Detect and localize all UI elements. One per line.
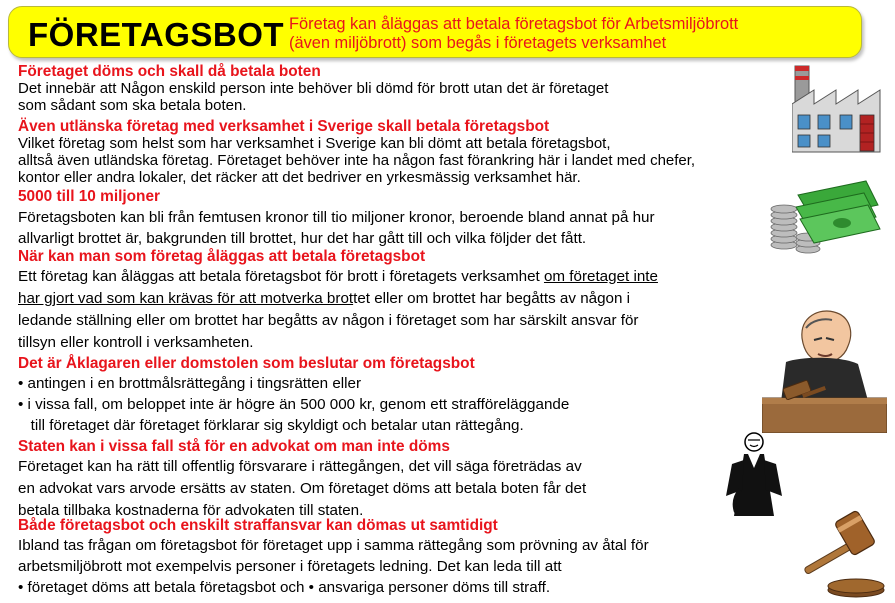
title-banner	[8, 6, 862, 58]
list-item: • företaget döms att betala företagsbot och • ansvariga personer döms till straff.	[18, 579, 551, 596]
text-line: en advokat vars arvode ersätts av staten. Om företaget döms att betala boten får det	[18, 480, 587, 497]
factory-icon	[792, 60, 882, 155]
text-line: betala tillbaka kostnaderna för advokaten till staten.	[18, 502, 364, 519]
text-line: kontor eller andra lokaler, det räcker att det bedriver en yrkesmässig verksamhet här.	[18, 169, 581, 186]
list-item: • i vissa fall, om beloppet inte är högre än 500 000 kr, genom ett strafföreläggande	[18, 396, 570, 413]
section-heading-convicted: Företaget döms och skall då betala boten	[18, 63, 321, 80]
section-heading-amount: 5000 till 10 miljoner	[18, 188, 161, 205]
text-line: arbetsmiljöbrott mot exempelvis personer i företagets ledning. Det kan leda till att	[18, 558, 562, 575]
section-body-amount	[18, 207, 655, 249]
text-line	[18, 266, 658, 288]
text-line: Företagsboten kan bli från femtusen kronor till tio miljoner kronor, beroende bland annat på hur	[18, 209, 655, 226]
section-body-state	[18, 456, 586, 522]
text-line: tillsyn eller kontroll i verksamheten.	[18, 334, 254, 351]
lawyer-icon	[718, 430, 790, 520]
section-body-both	[18, 535, 649, 598]
text-line: allvarligt brottet är, bakgrunden till brottet, hur det har gått till och vilka följder det fått.	[18, 230, 587, 247]
list-item: • antingen i en brottmålsrättegång i tingsrätten eller	[18, 375, 362, 392]
money-icon	[770, 175, 882, 257]
text-line: Ibland tas frågan om företagsbot för företaget upp i samma rättegång som prövning av åtal för	[18, 537, 649, 554]
banner-subtitle	[289, 15, 859, 53]
text-underlined: har gjort vad som kan krävas för att motverka brot	[18, 290, 354, 307]
text-plain: Ett företag kan åläggas att betala företagsbot för brott i företagets verksamhet	[18, 268, 544, 285]
section-body-foreign	[18, 135, 695, 186]
text-line: Företaget kan ha rätt till offentlig försvarare i rättegången, det vill säga företrädas av	[18, 458, 582, 475]
section-heading-when: När kan man som företag åläggas att betala företagsbot	[18, 248, 426, 265]
section-heading-both: Både företagsbot och enskilt straffansvar kan dömas ut samtidigt	[18, 517, 498, 534]
text-line: alltså även utländska företag. Företaget behöver inte ha någon fast förankring här i landet med chefer,	[18, 152, 696, 169]
list-item: till företaget där företaget förklarar sig skyldigt och betalar utan rättegång.	[18, 417, 524, 434]
section-body-when	[18, 266, 658, 354]
gavel-icon	[798, 508, 888, 598]
text-line: som sådant som ska betala boten.	[18, 97, 247, 114]
section-body-convicted	[18, 80, 608, 114]
section-heading-foreign: Även utlänska företag med verksamhet i Sverige skall betala företagsbot	[18, 118, 550, 135]
banner-subtitle-line-2: (även miljöbrott) som begås i företagets verksamhet	[289, 34, 667, 52]
text-line: Det innebär att Någon enskild person inte behöver bli dömd för brott utan det är företaget	[18, 80, 609, 97]
judge-icon	[762, 298, 887, 433]
section-heading-prosecutor: Det är Åklagaren eller domstolen som beslutar om företagsbot	[18, 355, 475, 372]
section-heading-state: Staten kan i vissa fall stå för en advokat om man inte döms	[18, 438, 450, 455]
text-plain: tet eller om brottet har begåtts av någon i	[353, 290, 631, 307]
section-body-prosecutor	[18, 373, 569, 436]
text-line: Vilket företag som helst som har verksamhet i Sverige kan bli dömt att betala företagsbot,	[18, 135, 611, 152]
text-line	[18, 288, 658, 310]
banner-subtitle-line-1: Företag kan åläggas att betala företagsbot för Arbetsmiljöbrott	[289, 15, 739, 33]
text-line: ledande ställning eller om brottet har begåtts av någon i företaget som har särskilt ansvar för	[18, 312, 639, 329]
text-underlined: om företaget inte	[543, 268, 658, 285]
page-title: FÖRETAGSBOT	[28, 16, 285, 53]
